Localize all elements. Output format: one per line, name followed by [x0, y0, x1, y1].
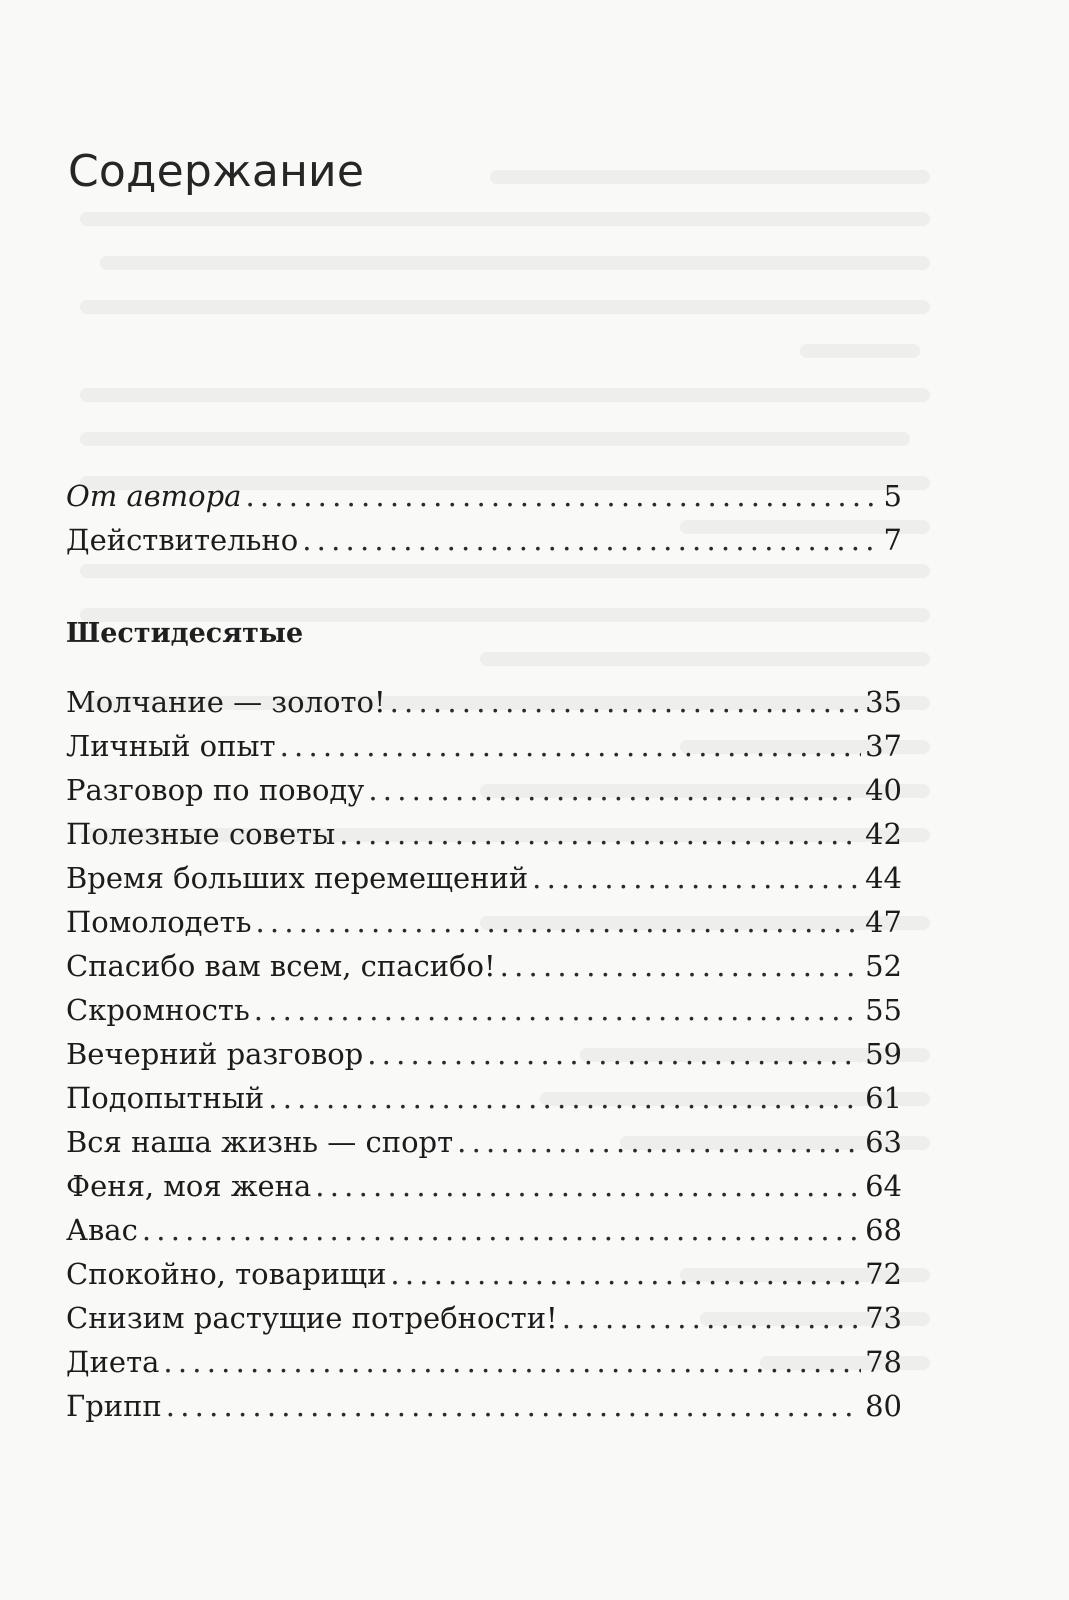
toc-entry[interactable] [66, 1166, 902, 1206]
toc-entry-label: Молчание — золото! [66, 685, 386, 719]
dot-leader [367, 1034, 861, 1074]
page-title: Содержание [68, 146, 365, 197]
toc-entry[interactable] [66, 1386, 902, 1426]
toc-entry[interactable] [66, 858, 902, 898]
section-heading: Шестидесятые [66, 618, 304, 649]
toc-entry[interactable] [66, 946, 902, 986]
dot-leader [256, 902, 862, 942]
toc-entry-label: Разговор по поводу [66, 773, 365, 807]
toc-entry[interactable] [66, 1342, 902, 1382]
toc-entry-label: Помолодеть [66, 905, 252, 939]
dot-leader [339, 814, 861, 854]
toc-entry-page: 73 [865, 1301, 902, 1335]
toc-entry-page: 59 [865, 1037, 902, 1071]
toc-entry[interactable] [66, 770, 902, 810]
dot-leader [163, 1342, 861, 1382]
toc-entry[interactable] [66, 682, 902, 722]
toc-entry-label: Подопытный [66, 1081, 265, 1115]
toc-entry-page: 61 [865, 1081, 902, 1115]
toc-entry[interactable] [66, 1122, 902, 1162]
toc-entry-label: Действительно [66, 523, 299, 557]
toc-entry-page: 40 [865, 773, 902, 807]
toc-entry-page: 63 [865, 1125, 902, 1159]
toc-entry-label: Время больших перемещений [66, 861, 529, 895]
toc-entry-page: 55 [865, 993, 902, 1027]
toc-entry[interactable] [66, 1210, 902, 1250]
toc-entry[interactable] [66, 476, 902, 516]
toc-entry-page: 5 [883, 479, 902, 513]
toc-entry-page: 7 [883, 523, 902, 557]
dot-leader [245, 476, 879, 516]
toc-entry-label: Авас [66, 1213, 138, 1247]
toc-entry-label: Спокойно, товарищи [66, 1257, 387, 1291]
toc-entry-page: 52 [865, 949, 902, 983]
toc-entry[interactable] [66, 990, 902, 1030]
dot-leader [390, 682, 861, 722]
dot-leader [280, 726, 862, 766]
toc-entry[interactable] [66, 814, 902, 854]
toc-entry[interactable] [66, 1078, 902, 1118]
toc-entry[interactable] [66, 1254, 902, 1294]
toc-entry-page: 80 [865, 1389, 902, 1423]
toc-entry-page: 44 [865, 861, 902, 895]
dot-leader [268, 1078, 861, 1118]
toc-entry-label: Диета [66, 1345, 160, 1379]
toc-entry[interactable] [66, 520, 902, 560]
dot-leader [457, 1122, 861, 1162]
toc-entry-label: Скромность [66, 993, 250, 1027]
toc-entry-label: Снизим растущие потребности! [66, 1301, 558, 1335]
toc-entry-page: 42 [865, 817, 902, 851]
toc-entry-label: Вся наша жизнь — спорт [66, 1125, 454, 1159]
toc-entry[interactable] [66, 902, 902, 942]
toc-entry-label: Полезные советы [66, 817, 336, 851]
toc-entry-page: 37 [865, 729, 902, 763]
toc-entry-page: 78 [865, 1345, 902, 1379]
toc-entry[interactable] [66, 1034, 902, 1074]
dot-leader [500, 946, 861, 986]
toc-entry-page: 72 [865, 1257, 902, 1291]
dot-leader [390, 1254, 861, 1294]
dot-leader [142, 1210, 861, 1250]
toc-entry[interactable] [66, 1298, 902, 1338]
dot-leader [166, 1386, 861, 1426]
toc-entry-page: 68 [865, 1213, 902, 1247]
toc-entry-label: Вечерний разговор [66, 1037, 364, 1071]
toc-entry-label: Феня, моя жена [66, 1169, 312, 1203]
dot-leader [302, 520, 879, 560]
toc-entry-page: 47 [865, 905, 902, 939]
toc-entry-label: Спасибо вам всем, спасибо! [66, 949, 496, 983]
toc-entry-page: 64 [865, 1169, 902, 1203]
dot-leader [562, 1298, 861, 1338]
toc-entry-page: 35 [865, 685, 902, 719]
toc-entry-label: От автора [66, 479, 242, 513]
dot-leader [315, 1166, 861, 1206]
dot-leader [532, 858, 861, 898]
toc-entry[interactable] [66, 726, 902, 766]
toc-entry-label: Личный опыт [66, 729, 276, 763]
toc-entry-label: Грипп [66, 1389, 162, 1423]
dot-leader [368, 770, 861, 810]
dot-leader [254, 990, 861, 1030]
